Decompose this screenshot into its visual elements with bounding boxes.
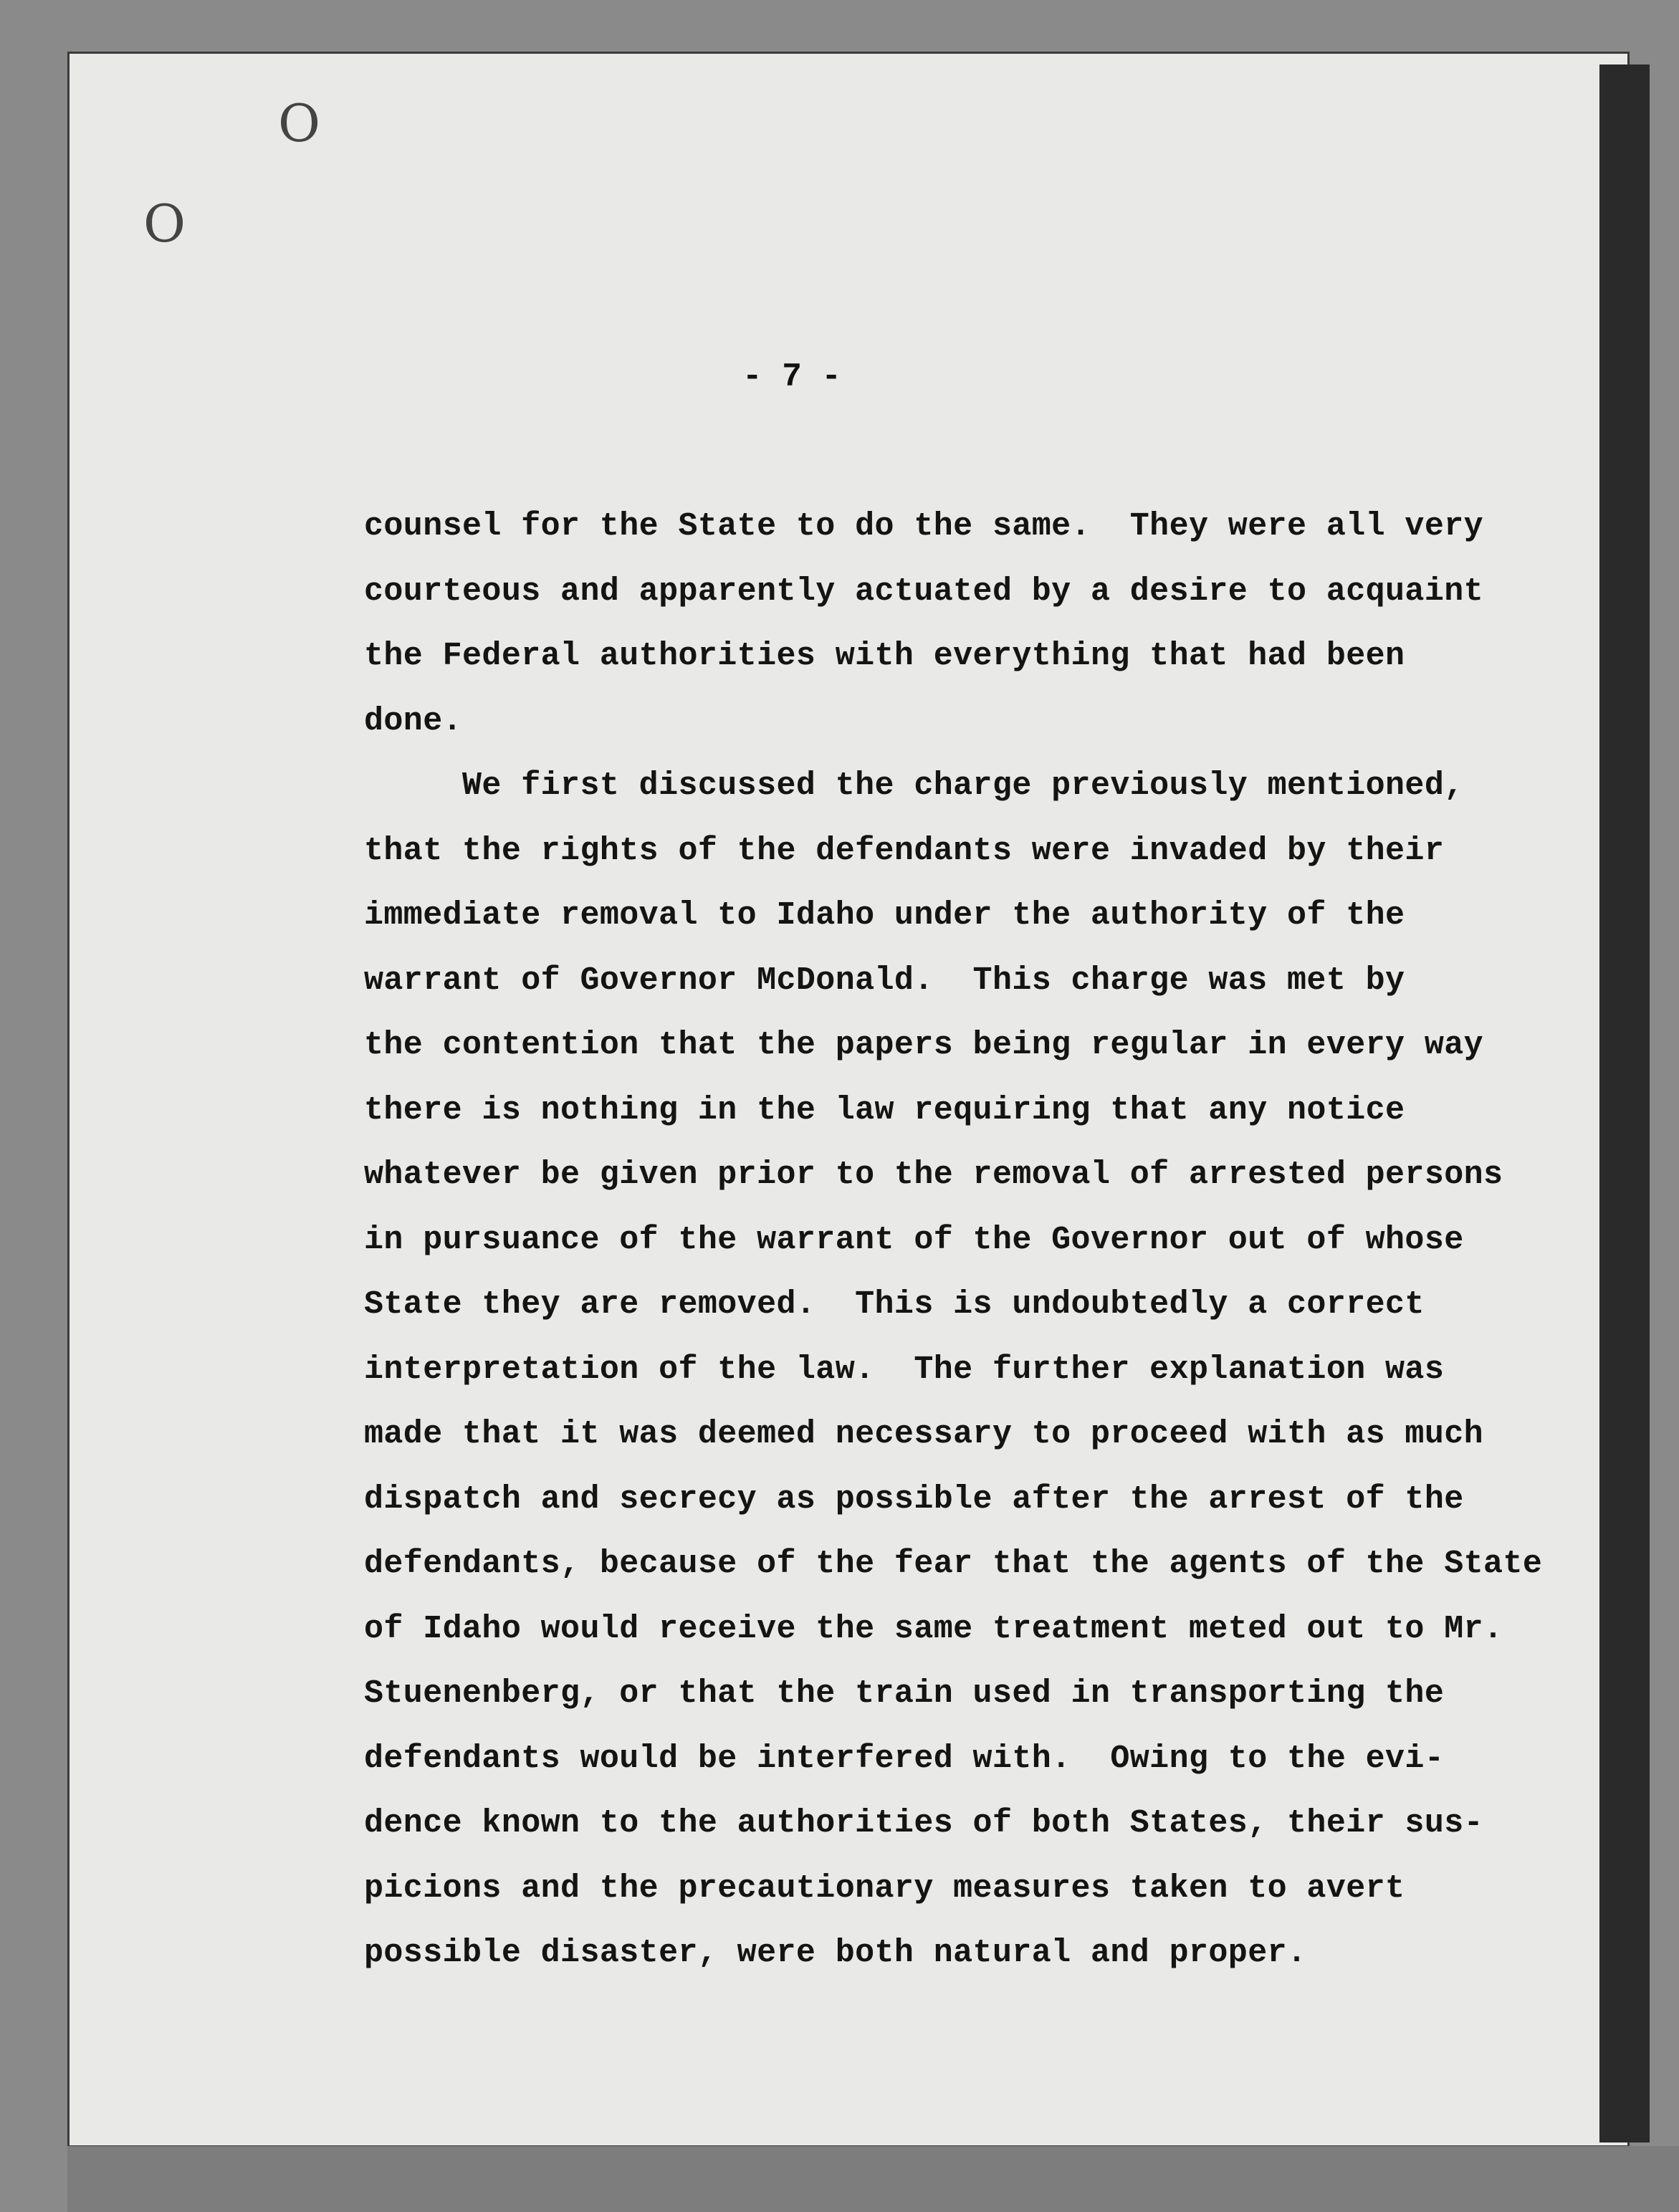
text-line: defendants would be interfered with. Owing to the evi- [364,1740,1445,1777]
text-line: dence known to the authorities of both States, their sus- [364,1805,1484,1842]
text-line: Stuenenberg, or that the train used in transporting the [364,1675,1445,1712]
text-line: picions and the precautionary measures taken to avert [364,1869,1405,1907]
text-line: defendants, because of the fear that the agents of the State [364,1546,1543,1582]
text-line: courteous and apparently actuated by a desire to acquaint [364,573,1484,610]
text-line: made that it was deemed necessary to proceed with as much [364,1416,1484,1452]
text-line: counsel for the State to do the same. They were all very [364,508,1484,545]
text-line: the Federal authorities with everything that had been [364,638,1405,674]
body-text [364,494,1542,1986]
text-line: State they are removed. This is undoubtedly a correct [364,1286,1425,1323]
text-line: that the rights of the defendants were invaded by their [364,832,1445,869]
page-number: - 7 - [742,358,842,396]
text-line: done. [364,702,463,739]
scan-background [67,2146,1679,2212]
text-line: interpretation of the law. The further explanation was [364,1351,1445,1388]
text-line: of Idaho would receive the same treatment meted out to Mr. [364,1610,1503,1647]
text-line: dispatch and secrecy as possible after the arrest of the [364,1480,1464,1518]
page-edge-shadow [1599,64,1650,2142]
text-line: immediate removal to Idaho under the authority of the [364,897,1405,934]
text-line: the contention that the papers being regular in every way [364,1027,1484,1063]
handwritten-mark: O [278,93,321,153]
text-line: warrant of Governor McDonald. This charge was met by [364,962,1405,999]
text-line: whatever be given prior to the removal of arrested persons [364,1157,1503,1193]
handwritten-mark: O [143,193,186,254]
text-line: We first discussed the charge previously mentioned, [364,767,1464,804]
text-line: there is nothing in the law requiring that any notice [364,1091,1405,1129]
text-line: possible disaster, were both natural and proper. [364,1935,1307,1971]
text-line: in pursuance of the warrant of the Governor out of whose [364,1221,1464,1258]
